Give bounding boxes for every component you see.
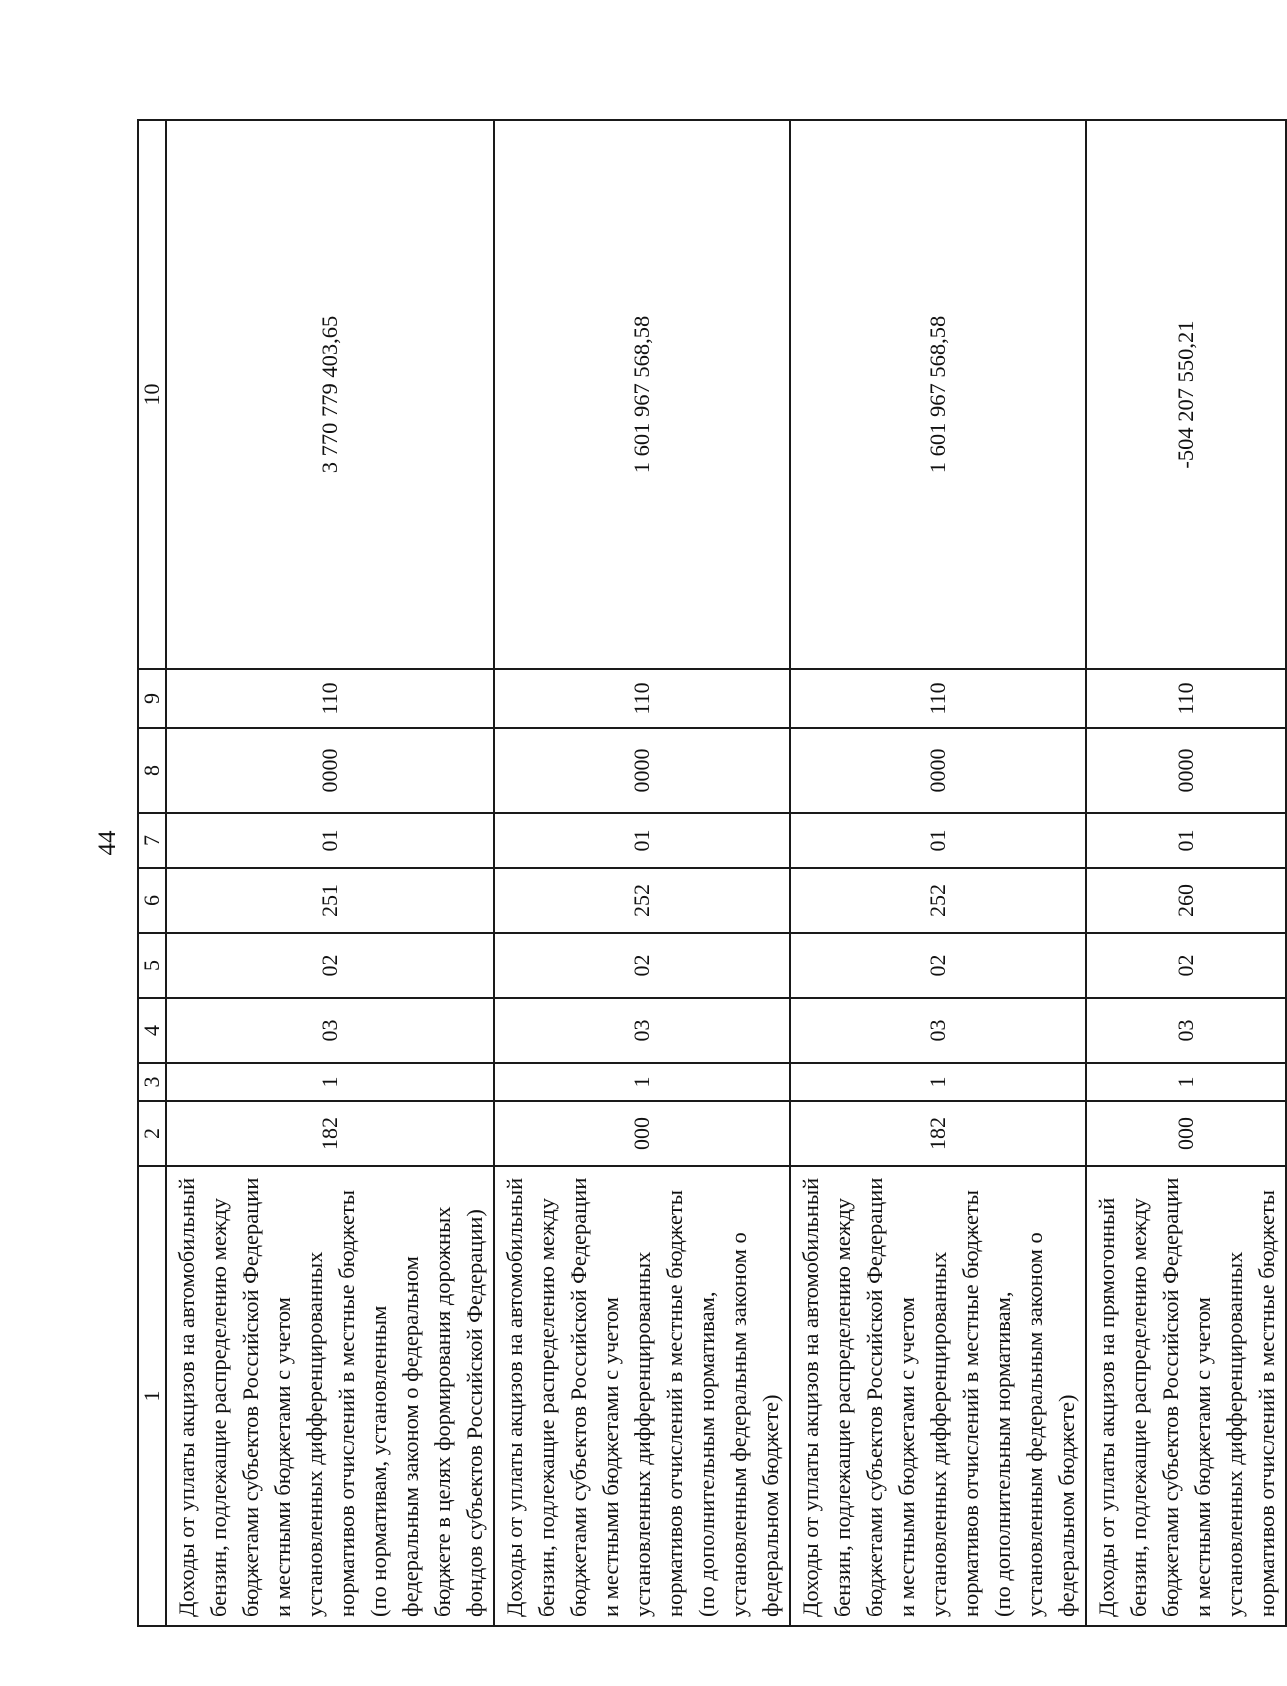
column-header-9: 9 <box>138 669 166 728</box>
column-header-4: 4 <box>138 998 166 1063</box>
column-header-5: 5 <box>138 933 166 998</box>
economic-code-cell: 110 <box>1086 669 1286 728</box>
column-header-2: 2 <box>138 1101 166 1166</box>
economic-code-cell: 110 <box>790 669 1086 728</box>
element-code-cell: 01 <box>790 813 1086 868</box>
element-code-cell: 01 <box>494 813 790 868</box>
program-code-cell: 0000 <box>790 728 1086 813</box>
table-row <box>494 120 790 1626</box>
column-header-10: 10 <box>138 120 166 669</box>
subgroup-code-cell: 03 <box>166 998 494 1063</box>
admin-code-cell: 182 <box>790 1101 1086 1166</box>
economic-code-cell: 110 <box>166 669 494 728</box>
subgroup-code-cell: 03 <box>1086 998 1286 1063</box>
amount-cell: -504 207 550,21 <box>1086 120 1286 669</box>
column-header-8: 8 <box>138 728 166 813</box>
article-code-cell: 02 <box>1086 933 1286 998</box>
revenue-description: Доходы от уплаты акцизов на прямогонный бензин, подлежащие распределению между бюджетами субъектов Российской Федерации и местными бюджетами с учетом установленных дифференцированных нормативов отчислений в местные бюджеты <box>1086 1166 1286 1626</box>
program-code-cell: 0000 <box>1086 728 1286 813</box>
revenue-description: Доходы от уплаты акцизов на автомобильный бензин, подлежащие распределению между бюджетами субъектов Российской Федерации и местными бюджетами с учетом установленных дифференцированных нормативов отчислений в местные бюджеты (по дополнительным нормативам, установленным федеральным законом о федеральном бюджете) <box>790 1166 1086 1626</box>
revenue-description: Доходы от уплаты акцизов на автомобильный бензин, подлежащие распределению между бюджетами субъектов Российской Федерации и местными бюджетами с учетом установленных дифференцированных нормативов отчислений в местные бюджеты (по дополнительным нормативам, установленным федеральным законом о федеральном бюджете) <box>494 1166 790 1626</box>
group-code-cell: 1 <box>1086 1063 1286 1101</box>
amount-cell: 3 770 779 403,65 <box>166 120 494 669</box>
column-header-7: 7 <box>138 813 166 868</box>
subarticle-code-cell: 251 <box>166 868 494 933</box>
group-code-cell: 1 <box>166 1063 494 1101</box>
article-code-cell: 02 <box>790 933 1086 998</box>
subarticle-code-cell: 252 <box>790 868 1086 933</box>
column-header-3: 3 <box>138 1063 166 1101</box>
page-number: 44 <box>94 830 121 856</box>
group-code-cell: 1 <box>790 1063 1086 1101</box>
group-code-cell: 1 <box>494 1063 790 1101</box>
column-header-1: 1 <box>138 1166 166 1626</box>
column-header-6: 6 <box>138 868 166 933</box>
budget-revenue-table <box>137 119 1287 1627</box>
program-code-cell: 0000 <box>494 728 790 813</box>
table-row <box>790 120 1086 1626</box>
revenue-description: Доходы от уплаты акцизов на автомобильный бензин, подлежащие распределению между бюджетами субъектов Российской Федерации и местными бюджетами с учетом установленных дифференцированных нормативов отчислений в местные бюджеты (по нормативам, установленным федеральным законом о федеральном бюджете в целях формирования дорожных фондов субъектов Российской Федерации) <box>166 1166 494 1626</box>
program-code-cell: 0000 <box>166 728 494 813</box>
admin-code-cell: 182 <box>166 1101 494 1166</box>
element-code-cell: 01 <box>166 813 494 868</box>
column-number-header-row <box>138 120 166 1626</box>
element-code-cell: 01 <box>1086 813 1286 868</box>
table-row <box>1086 120 1286 1626</box>
table-row <box>166 120 494 1626</box>
economic-code-cell: 110 <box>494 669 790 728</box>
table-container <box>137 121 1279 1627</box>
subgroup-code-cell: 03 <box>790 998 1086 1063</box>
subarticle-code-cell: 260 <box>1086 868 1286 933</box>
article-code-cell: 02 <box>166 933 494 998</box>
subgroup-code-cell: 03 <box>494 998 790 1063</box>
admin-code-cell: 000 <box>1086 1101 1286 1166</box>
article-code-cell: 02 <box>494 933 790 998</box>
subarticle-code-cell: 252 <box>494 868 790 933</box>
amount-cell: 1 601 967 568,58 <box>494 120 790 669</box>
amount-cell: 1 601 967 568,58 <box>790 120 1086 669</box>
admin-code-cell: 000 <box>494 1101 790 1166</box>
